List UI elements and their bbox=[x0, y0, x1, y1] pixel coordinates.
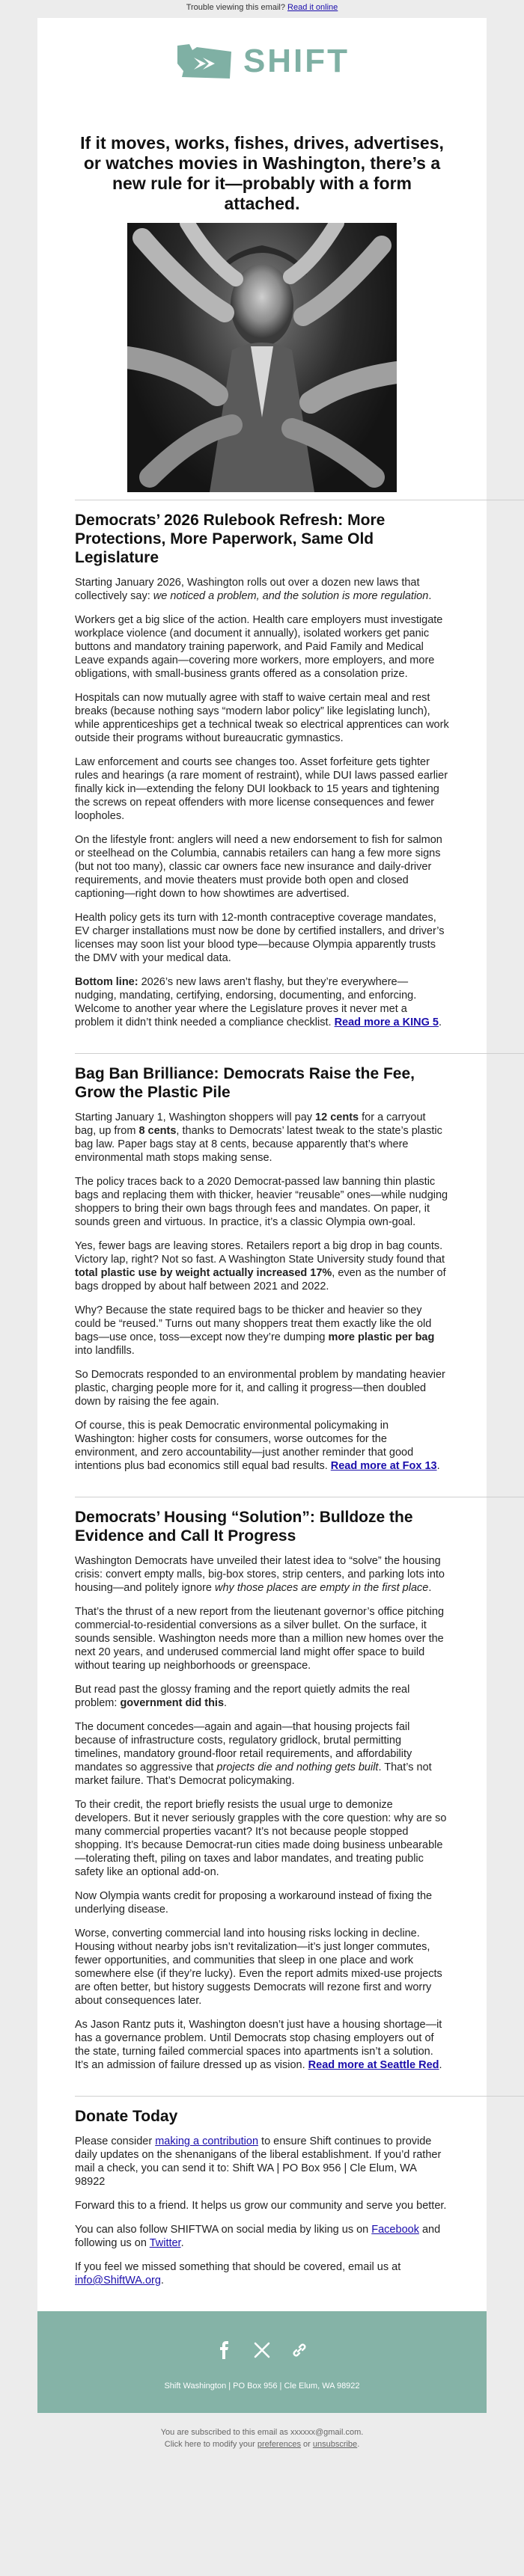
footer bbox=[37, 2311, 487, 2413]
twitter-link[interactable]: Twitter bbox=[149, 2237, 181, 2249]
donate-section bbox=[75, 2107, 449, 2304]
article-paragraph: Now Olympia wants credit for proposing a workaround instead of fixing the underlying disease. bbox=[75, 1890, 433, 1916]
facebook-link[interactable]: Facebook bbox=[371, 2224, 419, 2236]
washington-state-icon bbox=[174, 41, 233, 82]
preferences-link[interactable]: preferences bbox=[257, 2440, 301, 2449]
article-title: Democrats’ 2026 Rulebook Refresh: More Protections, More Paperwork, Same Old Legislature bbox=[75, 512, 386, 566]
section-divider bbox=[75, 2096, 524, 2097]
preferences-line: Click here to modify your preferences or unsubscribe. bbox=[164, 2440, 360, 2449]
footer-address: Shift Washington | PO Box 956 | Cle Elum, WA 98922 bbox=[164, 2382, 360, 2391]
article-paragraph: To their credit, the report briefly resists the usual urge to demonize developers. But it never seriously grapples with the core question: why are so many commercial properties vacant? It’s not because people stopped shopping. It’s because Democrat-run cities made doing business unbearable—tolerating theft, piling on taxes and labor mandates, and treating public safety like an optional add-on. bbox=[75, 1799, 447, 1878]
make-contribution-link[interactable]: making a contribution bbox=[155, 2135, 259, 2147]
unsubscribe-link[interactable]: unsubscribe bbox=[312, 2440, 358, 2449]
article-paragraph: Hospitals can now mutually agree with staff to waive certain meal and rest breaks (because nothing says “modern labor policy” like legislating lunch), while apprenticeships get a technical tweak so electrical apprentices can work outside their programs without bureaucratic gymnastics. bbox=[75, 692, 449, 744]
facebook-icon[interactable] bbox=[216, 2341, 234, 2359]
read-more-king5-link[interactable]: Read more a KING 5 bbox=[334, 1016, 439, 1028]
article-title: Democrats’ Housing “Solution”: Bulldoze the Evidence and Call It Progress bbox=[75, 1509, 413, 1545]
email-card bbox=[37, 18, 487, 2413]
newsletter-tagline: If it moves, works, fishes, drives, advertises, or watches movies in Washington, there’s a new rule for it—probably with a form attached. bbox=[80, 133, 444, 213]
article-title: Bag Ban Brilliance: Democrats Raise the Fee, Grow the Plastic Pile bbox=[75, 1065, 415, 1101]
trouble-viewing-bar bbox=[0, 0, 524, 18]
article-paragraph: Yes, fewer bags are leaving stores. Retailers report a big drop in bag counts. Victory lap, right? Not so fast. A Washington State University study found that total plastic use by weight actually increased 17%, even as the number of bags dropped by about half between 2021 and 2022. bbox=[75, 1240, 446, 1292]
article-paragraph: Starting January 2026, Washington rolls out over a dozen new laws that collectively say: we noticed a problem, and the solution is more regulation. bbox=[75, 577, 432, 602]
article-paragraph: Workers get a big slice of the action. Health care employers must investigate workplace violence (and document it annually), isolated workers get panic buttons and mandatory training paperwork, and Paid Family and Medical Leave expands again—covering more workers, more employers, and more obligations, with small-business grants offered as a consolation prize. bbox=[75, 614, 443, 680]
article-paragraph: But read past the glossy framing and the report quietly admits the real problem: government did this. bbox=[75, 1684, 410, 1709]
article-paragraph: On the lifestyle front: anglers will need a new endorsement to fish for salmon or steelhead on the Columbia, cannabis retailers can hang a few more signs (but not too many), classic car owners face new insurance and daily-driver requirements, and movie theaters must provide both open and closed captioning—right down to how showtimes are advertised. bbox=[75, 834, 442, 900]
article-rulebook bbox=[75, 511, 449, 1046]
read-more-seattle-red-link[interactable]: Read more at Seattle Red bbox=[308, 2059, 439, 2071]
article-paragraph: Of course, this is peak Democratic environmental policymaking in Washington: higher costs for consumers, worse outcomes for the environment, and zero accountability—just another reminder that good intentions plus bad economics still equal bad results. Read more at Fox 13. bbox=[75, 1420, 440, 1472]
social-paragraph: You can also follow SHIFTWA on social media by liking us on Facebook and following us on Twitter. bbox=[75, 2224, 441, 2249]
donate-title: Donate Today bbox=[75, 2108, 178, 2125]
article-bag-ban bbox=[75, 1064, 449, 1489]
trouble-viewing-text: Trouble viewing this email? bbox=[186, 3, 285, 12]
x-icon[interactable] bbox=[253, 2341, 271, 2359]
article-paragraph: Worse, converting commercial land into housing risks locking in decline. Housing without nearby jobs isn’t revitalization—it’s just longer commutes, fewer opportunities, and communities that sleep in one place and work somewhere else (if they’re lucky). Even the report admits mixed-use projects are often better, but history suggests Democrats will rezone first and worry about consequences later. bbox=[75, 1928, 442, 2007]
article-housing bbox=[75, 1508, 449, 2088]
email-paragraph: If you feel we missed something that should be covered, email us at info@ShiftWA.org. bbox=[75, 2261, 401, 2287]
article-paragraph: So Democrats responded to an environmental problem by mandating heavier plastic, charging people more for it, and calling it progress—then doubled down by raising the fee again. bbox=[75, 1369, 445, 1408]
donate-paragraph: Please consider making a contribution to ensure Shift continues to provide daily updates on the shenanigans of the liberal establishment. If you’d rather mail a check, you can send it to: Shift WA | PO Box 956 | Cle Elum, WA 98922 bbox=[75, 2135, 442, 2188]
read-more-fox13-link[interactable]: Read more at Fox 13 bbox=[330, 1460, 437, 1472]
article-paragraph: Bottom line: 2026’s new laws aren’t flashy, but they’re everywhere—nudging, mandating, certifying, endorsing, documenting, and enforcing. Welcome to another year where the Legislature proves it never met a problem it didn’t think needed a compliance checklist. Read more a KING 5. bbox=[75, 976, 442, 1028]
article-paragraph: Health policy gets its turn with 12-month contraceptive coverage mandates, EV charger installations must now be done by certified installers, and driver’s licenses may soon list your blood type—because Olympia apparently trusts the DMV with your medical data. bbox=[75, 912, 445, 964]
article-paragraph: The policy traces back to a 2020 Democrat-passed law banning thin plastic bags and replacing them with thicker, heavier “reusable” ones—while nudging shoppers to bring their own bags through fees and mandates. On paper, it sounds green and virtuous. In practice, it’s a classic Olympia own-goal. bbox=[75, 1176, 448, 1228]
section-divider bbox=[75, 1053, 524, 1054]
article-paragraph: Why? Because the state required bags to be thicker and heavier so they could be “reused.” Turns out many shoppers treat them exactly like the old bags—use once, toss—except now they’re dumping more plastic per bag into landfills. bbox=[75, 1304, 435, 1357]
forward-paragraph: Forward this to a friend. It helps us grow our community and serve you better. bbox=[75, 2200, 447, 2212]
article-paragraph: Starting January 1, Washington shoppers will pay 12 cents for a carryout bag, up from 8 cents, thanks to Democrats’ latest tweak to the state’s plastic bag law. Paper bags stay at 8 cents, because apparently that’s where environmental math stops making sense. bbox=[75, 1111, 442, 1164]
info-email-link[interactable]: info@ShiftWA.org bbox=[75, 2275, 161, 2287]
article-paragraph: As Jason Rantz puts it, Washington doesn’t just have a housing shortage—it has a governance problem. Until Democrats stop chasing employers out of the state, turning failed commercial spaces into apartments isn’t a solution. It’s an admission of failure dressed up as vision. Read more at Seattle Red. bbox=[75, 2019, 442, 2071]
read-online-link[interactable]: Read it online bbox=[287, 3, 338, 12]
subscribed-line: You are subscribed to this email as xxxxxx@gmail.com. bbox=[160, 2428, 364, 2437]
subscription-notice bbox=[0, 2413, 524, 2450]
article-paragraph: The document concedes—again and again—that housing projects fail because of infrastructure costs, regulatory gridlock, brutal permitting timelines, mandatory ground-floor retail requirements, and affordability mandates so aggressive that projects die and nothing gets built. That’s not market failure. That’s Democrat policymaking. bbox=[75, 1721, 432, 1787]
article-paragraph: Law enforcement and courts see changes too. Asset forfeiture gets tighter rules and hearings (a rare moment of restraint), while DUI laws passed earlier finally kick in—extending the felony DUI lookback to 15 years and tightening the screws on repeat offenders with more license consequences and fewer loopholes. bbox=[75, 756, 448, 822]
brand-logo[interactable] bbox=[37, 18, 487, 100]
social-icons bbox=[37, 2341, 487, 2359]
hero-image bbox=[127, 223, 397, 492]
link-icon[interactable] bbox=[290, 2341, 308, 2359]
brand-name: SHIFT bbox=[243, 43, 350, 79]
article-paragraph: Washington Democrats have unveiled their latest idea to “solve” the housing crisis: convert empty malls, big-box stores, strip centers, and parking lots into housing—and politely ignore why those places are empty in the first place. bbox=[75, 1555, 445, 1594]
article-paragraph: That’s the thrust of a new report from the lieutenant governor’s office pitching commercial-to-residential conversions as a silver bullet. On the surface, it sounds sensible. Washington needs more than a million new homes over the next 20 years, and underused commercial land might offer space to build without tearing up neighborhoods or greenspace. bbox=[75, 1606, 445, 1672]
articles-column bbox=[75, 500, 449, 2304]
